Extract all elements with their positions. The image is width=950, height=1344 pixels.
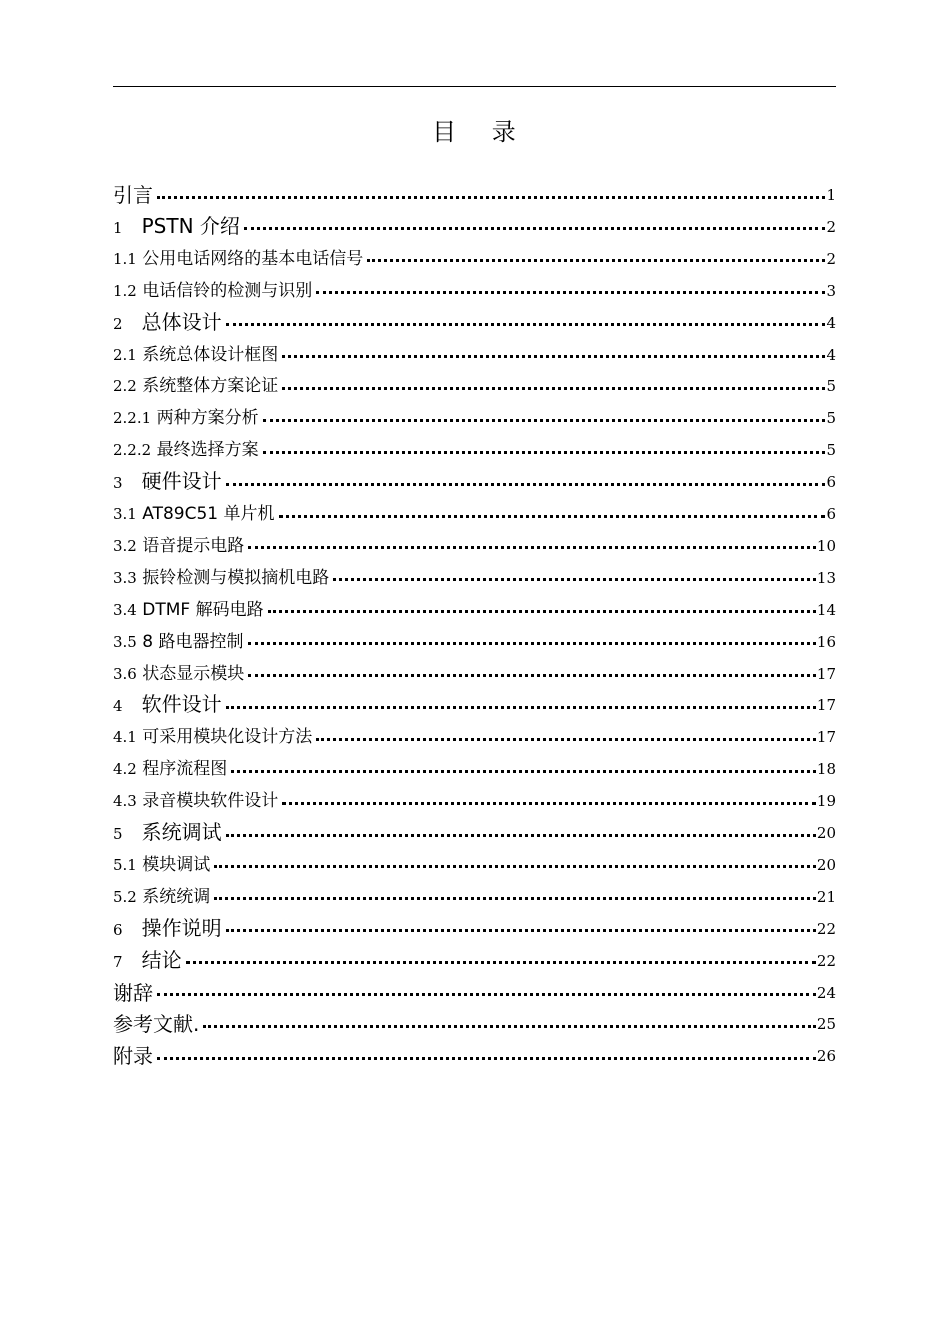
toc-entry-label — [113, 851, 210, 879]
toc-entry-label — [113, 690, 222, 720]
toc-dot-leader — [226, 483, 826, 486]
toc-entry-number: 2 — [113, 314, 123, 333]
toc-entry-text: 可采用模块化设计方法 — [142, 727, 313, 748]
toc-entry-label — [113, 212, 240, 242]
toc-entry-page-number: 5 — [826, 441, 836, 460]
toc-dot-leader — [316, 738, 816, 741]
toc-entry-page-number: 18 — [816, 760, 836, 779]
toc-entry[interactable] — [113, 309, 836, 337]
toc-entry-text: 谢辞 — [113, 980, 153, 1005]
toc-entry-page-number: 21 — [816, 887, 836, 906]
toc-entry-text: 两种方案分析 — [156, 408, 259, 429]
toc-entry-number: 7 — [113, 952, 123, 971]
toc-entry-text: 电话信铃的检测与识别 — [142, 280, 313, 301]
toc-entry-text: 8 路电器控制 — [142, 631, 244, 652]
toc-dot-leader — [268, 610, 816, 613]
toc-dot-leader — [203, 1025, 816, 1028]
toc-entry-number: 3.5 — [113, 632, 137, 651]
toc-entry-label — [113, 628, 244, 656]
toc-entry-page-number: 1 — [826, 186, 836, 204]
toc-entry-page-number: 14 — [816, 600, 836, 619]
toc-dot-leader — [157, 993, 816, 996]
toc-dot-leader — [248, 546, 816, 549]
toc-entry-text: 结论 — [141, 947, 182, 972]
toc-dot-leader — [316, 291, 825, 294]
toc-dot-leader — [282, 802, 816, 805]
toc-dot-leader — [226, 929, 816, 932]
toc-entry[interactable] — [113, 341, 836, 369]
toc-entry[interactable] — [113, 532, 836, 560]
toc-title: 目 录 — [432, 118, 518, 146]
toc-entry-label — [113, 979, 153, 1007]
toc-dot-leader — [214, 897, 816, 900]
toc-entry-page-number: 25 — [816, 1015, 836, 1034]
toc-entry-page-number: 6 — [826, 473, 836, 492]
toc-entry-page-number: 2 — [826, 249, 836, 268]
toc-entry-page-number: 20 — [816, 824, 836, 842]
toc-entry-page-number: 20 — [816, 855, 836, 874]
toc-entry-text: AT89C51 单片机 — [142, 504, 275, 524]
toc-entry-text: 程序流程图 — [142, 759, 228, 780]
toc-entry-text: 语音提示电路 — [142, 535, 245, 556]
toc-entry-text: 硬件设计 — [141, 469, 222, 494]
header-rule — [113, 86, 836, 87]
toc-entry-text: 系统整体方案论证 — [142, 376, 279, 397]
toc-entry-page-number: 17 — [816, 664, 836, 683]
toc-entry-number: 4.1 — [113, 728, 137, 747]
toc-entry-text: 总体设计 — [141, 309, 222, 334]
toc-entry-text: 振铃检测与模拟摘机电路 — [142, 567, 330, 588]
toc-dot-leader — [263, 451, 826, 454]
toc-entry-label — [113, 532, 244, 560]
toc-entry-number: 2.2.1 — [113, 409, 152, 428]
toc-entry-label — [113, 946, 182, 976]
toc-entry-text: 系统调试 — [141, 820, 222, 844]
toc-dot-leader — [231, 770, 816, 773]
toc-entry[interactable] — [113, 755, 836, 783]
toc-entry-number: 4.2 — [113, 760, 137, 779]
toc-dot-leader — [279, 515, 826, 518]
toc-entry-number: 6 — [113, 920, 123, 939]
toc-entry-label — [113, 660, 244, 688]
toc-entry-number: 1 — [113, 218, 123, 237]
toc-entry-label — [113, 245, 363, 273]
toc-entry-text: 参考文献. — [113, 1012, 200, 1037]
toc-entry-page-number: 6 — [826, 505, 836, 523]
toc-dot-leader — [186, 961, 816, 964]
toc-entry-page-number: 16 — [816, 632, 836, 651]
toc-entry-label — [113, 277, 312, 305]
toc-dot-leader — [157, 1057, 816, 1060]
toc-entry-page-number: 4 — [826, 345, 836, 364]
toc-entry-text: 系统统调 — [142, 886, 211, 907]
toc-entry-number: 2.2.2 — [113, 441, 152, 460]
toc-entry-label — [113, 1010, 199, 1038]
toc-entry-text: 系统总体设计框图 — [142, 344, 279, 365]
toc-entry-number: 3.6 — [113, 664, 137, 683]
toc-entry-page-number: 13 — [816, 568, 836, 587]
toc-dot-leader — [263, 419, 826, 422]
toc-entry-text: PSTN 介绍 — [141, 213, 240, 238]
toc-entry-page-number: 2 — [826, 217, 836, 236]
toc-entry[interactable] — [113, 723, 836, 751]
toc-entry[interactable] — [113, 436, 836, 464]
toc-entry-number: 4 — [113, 697, 123, 716]
toc-entry-text: 操作说明 — [141, 915, 222, 940]
toc-entry-label — [113, 1042, 153, 1070]
toc-dot-leader — [282, 387, 825, 390]
toc-dot-leader — [367, 259, 825, 262]
toc-entry-text: 引言 — [113, 183, 153, 207]
toc-entry-label — [113, 564, 329, 592]
toc-dot-leader — [282, 355, 825, 358]
toc-dot-leader — [214, 865, 816, 868]
toc-entry-text: 最终选择方案 — [156, 440, 259, 461]
toc-entry-number: 3.3 — [113, 568, 137, 587]
toc-entry-number: 4.3 — [113, 792, 137, 811]
toc-entry-text: 模块调试 — [142, 854, 211, 875]
toc-dot-leader — [157, 196, 825, 199]
toc-entry[interactable] — [113, 245, 836, 273]
toc-entry-number: 5.1 — [113, 855, 137, 874]
toc-dot-leader — [244, 227, 826, 230]
toc-entry-label — [113, 436, 259, 464]
toc-dot-leader — [248, 642, 816, 645]
toc-entry-number: 1.1 — [113, 249, 137, 268]
toc-entry-label — [113, 818, 222, 848]
toc-entry-number: 1.2 — [113, 281, 137, 300]
toc-entry-page-number: 17 — [816, 696, 836, 715]
toc-entry[interactable] — [113, 213, 836, 241]
toc-entry-label — [113, 500, 275, 528]
toc-entry-label — [113, 723, 312, 751]
toc-entry-page-number: 22 — [816, 919, 836, 938]
toc-entry[interactable] — [113, 979, 836, 1007]
toc-entry[interactable] — [113, 915, 836, 943]
toc-entry[interactable] — [113, 947, 836, 975]
toc-entry-number: 3.1 — [113, 505, 137, 523]
toc-entry[interactable] — [113, 628, 836, 656]
toc-entry-number: 3 — [113, 474, 123, 493]
toc-entry-label — [113, 341, 278, 369]
toc-entry-page-number: 5 — [826, 377, 836, 396]
toc-entry[interactable] — [113, 691, 836, 719]
toc-entry-label — [113, 755, 227, 783]
toc-entry-page-number: 10 — [816, 536, 836, 555]
toc-entry[interactable] — [113, 787, 836, 815]
toc-entry-number: 5 — [113, 825, 123, 843]
toc-entry-number: 5.2 — [113, 887, 137, 906]
toc-dot-leader — [226, 834, 816, 837]
toc-entry-text: 公用电话网络的基本电话信号 — [142, 248, 364, 269]
toc-entry-label — [113, 404, 259, 432]
toc-entry-page-number: 24 — [816, 983, 836, 1002]
toc-entry[interactable] — [113, 181, 836, 209]
toc-entry[interactable] — [113, 851, 836, 879]
toc-entry-label — [113, 308, 222, 338]
toc-entry-label — [113, 181, 153, 209]
toc-entry-number: 2.2 — [113, 377, 137, 396]
toc-entry-label — [113, 372, 278, 400]
toc-entry-page-number: 3 — [826, 281, 836, 300]
toc-entry[interactable] — [113, 883, 836, 911]
toc-entry[interactable] — [113, 819, 836, 847]
toc-entry-page-number: 26 — [816, 1047, 836, 1066]
toc-entry[interactable] — [113, 1042, 836, 1070]
toc-entry-text: 录音模块软件设计 — [142, 791, 279, 812]
toc-entry[interactable] — [113, 277, 836, 305]
toc-entry-page-number: 17 — [816, 728, 836, 747]
toc-dot-leader — [226, 323, 826, 326]
toc-entry[interactable] — [113, 1010, 836, 1038]
toc-entry-label — [113, 883, 210, 911]
toc-entry[interactable] — [113, 500, 836, 528]
toc-dot-leader — [248, 674, 816, 677]
toc-entry-text: 附录 — [113, 1044, 153, 1069]
toc-entry-number: 3.2 — [113, 536, 137, 555]
toc-entry-page-number: 4 — [826, 313, 836, 332]
toc-entry[interactable] — [113, 564, 836, 592]
toc-entry-label — [113, 467, 222, 497]
toc-entry-text: 状态显示模块 — [142, 663, 245, 684]
toc-entry-label — [113, 596, 264, 624]
toc-entry-label — [113, 914, 222, 944]
toc-entry-page-number: 19 — [816, 792, 836, 811]
toc-entry[interactable] — [113, 468, 836, 496]
toc-entry-label — [113, 787, 278, 815]
toc-dot-leader — [226, 706, 816, 709]
toc-entry[interactable] — [113, 660, 836, 688]
toc-entry-number: 2.1 — [113, 345, 137, 364]
toc-entry[interactable] — [113, 404, 836, 432]
toc-entry[interactable] — [113, 372, 836, 400]
toc-entry-text: DTMF 解码电路 — [142, 599, 264, 620]
toc-dot-leader — [333, 578, 816, 581]
toc-entry[interactable] — [113, 596, 836, 624]
toc-entry-page-number: 22 — [816, 951, 836, 970]
toc-entry-number: 3.4 — [113, 600, 137, 619]
toc-entry-page-number: 5 — [826, 409, 836, 428]
toc-entry-text: 软件设计 — [141, 692, 222, 717]
